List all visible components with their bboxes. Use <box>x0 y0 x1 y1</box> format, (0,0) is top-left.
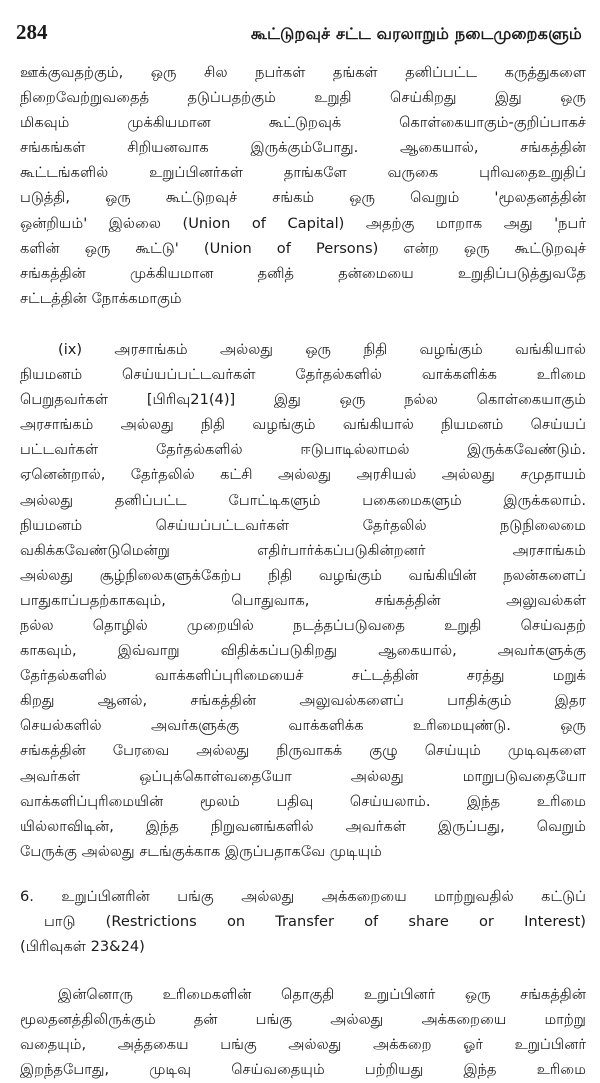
text-line: நியமனம் செய்யப்பட்டவர்கள் தேர்தல்களில் வாக்களிக்க உரிமை <box>20 366 586 384</box>
text-line: சங்கத்தின் முக்கியமான தனித் தன்மையை உறுதிப்படுத்துவதே <box>20 264 586 282</box>
text-line: மூலதனத்திலிருக்கும் தன் பங்கு அல்லது அக்கறையை மாற்று <box>20 1011 586 1029</box>
text-line: சட்டத்தின் நோக்கமாகும் <box>20 289 182 307</box>
paragraph-spacer <box>20 311 586 337</box>
section-6-heading <box>20 884 586 959</box>
text-line: நிறைவேற்றுவதைத் தடுப்பதற்கும் உறுதி செய்கிறது இது ஒரு <box>20 89 586 107</box>
text-line: ஏனென்றால், தேர்தலில் கட்சி அல்லது அரசியல் அல்லது சமுதாயம் <box>20 466 586 484</box>
paragraph-3 <box>20 982 586 1082</box>
text-line: ஊக்குவதற்கும், ஒரு சில நபர்கள் தங்கள் தனிப்பட்ட கருத்துகளை <box>20 64 586 81</box>
section-heading-line: பாடு (Restrictions on Transfer of share or Interest) <box>44 913 586 930</box>
text-line: அல்லது சூழ்நிலைகளுக்கேற்ப நிதி வழங்கும் வங்கியின் நலன்களைப் <box>20 566 586 584</box>
text-line: அரசாங்கம் அல்லது நிதி வழங்கும் வங்கியால் நியமனம் செய்யப் <box>20 416 586 434</box>
text-line: களின் ஒரு கூட்டு' (Union of Persons) என்ற ஒரு கூட்டுறவுச் <box>20 239 586 257</box>
text-line: செயல்களில் அவர்களுக்கு வாக்களிக்க உரிமையுண்டு. ஒரு <box>20 717 586 735</box>
running-title: கூட்டுறவுச் சட்ட வரலாறும் நடைமுறைகளும் <box>250 24 582 43</box>
text-line: பட்டவர்கள் தேர்தல்களில் ஈடுபாடில்லாமல் இருக்கவேண்டும். <box>20 441 586 459</box>
text-line: வதையும், அத்தகைய பங்கு அல்லது அக்கறை ஓர் உறுப்பினர் <box>20 1036 586 1054</box>
body-text <box>20 60 586 1083</box>
text-line: மிகவும் முக்கியமான கூட்டுறவுக் கொள்கையாகும்-குறிப்பாகச் <box>20 114 586 132</box>
text-line: நல்ல தொழில் முறையில் நடத்தப்படுவதை உறுதி செய்வதற் <box>20 616 586 634</box>
text-line: நியமனம் செய்யப்பட்டவர்கள் தேர்தலில் நடுநிலைமை <box>20 516 586 534</box>
paragraph-2 <box>20 337 586 864</box>
text-line: அவர்கள் ஒப்புக்கொள்வதையோ அல்லது மாறுபடுவதையோ <box>20 767 586 785</box>
text-line: படுத்தி, ஒரு கூட்டுறவுச் சங்கம் ஒரு வெறும் 'மூலதனத்தின் <box>20 189 586 207</box>
text-line: சங்கங்கள் சிறியனவாக இருக்கும்போது. ஆகையால், சங்கத்தின் <box>20 139 586 157</box>
text-line: கிறது ஆனல், சங்கத்தின் அலுவல்களைப் பாதிக்கும் இதர <box>20 692 586 710</box>
paragraph-spacer <box>20 959 586 982</box>
text-line: தேர்தல்களில் வாக்களிப்புரிமையைச் சட்டத்தின் சரத்து மறுக் <box>20 667 586 685</box>
text-line: வாக்களிப்புரிமையின் மூலம் பதிவு செய்யலாம். இந்த உரிமை <box>20 792 586 810</box>
text-line: வகிக்கவேண்டுமென்று எதிர்பார்க்கப்படுகின்றனர் அரசாங்கம் <box>20 541 586 559</box>
text-line: இறந்தபோது, முடிவு செய்வதையும் பற்றியது இந்த உரிமை <box>20 1061 586 1079</box>
page-header <box>16 20 582 50</box>
text-line: ஒன்றியம்' இல்லை (Union of Capital) அதற்கு மாறாக அது 'நபர் <box>20 214 586 232</box>
section-heading-line: 6. உறுப்பினரின் பங்கு அல்லது அக்கறையை மாற்றுவதில் கட்டுப் <box>20 887 586 905</box>
text-line: அல்லது தனிப்பட்ட போட்டிகளும் பகைமைகளும் இருக்கலாம். <box>20 491 586 509</box>
page-number: 284 <box>16 20 48 44</box>
text-line: பாதுகாப்பதற்காகவும், பொதுவாக, சங்கத்தின் அலுவல்கள் <box>20 591 586 609</box>
paragraph-1 <box>20 60 586 311</box>
text-line: பெறுதவர்கள் [பிரிவு21(4)] இது ஒரு நல்ல கொள்கையாகும் <box>20 391 586 409</box>
text-line: பேருக்கு அல்லது சடங்குக்காக இருப்பதாகவே முடியும் <box>20 842 382 860</box>
text-line: இன்னொரு உரிமைகளின் தொகுதி உறுப்பினர் ஒரு சங்கத்தின் <box>58 986 586 1004</box>
text-line: கூட்டங்களில் உறுப்பினர்கள் தாங்களே வருகை புரிவதைஉறுதிப் <box>20 164 586 182</box>
text-line: யில்லாவிடின், இந்த நிறுவனங்களில் அவர்கள் இருப்பது, வெறும் <box>20 817 586 835</box>
text-line: (ix) அரசாங்கம் அல்லது ஒரு நிதி வழங்கும் வங்கியால் <box>58 340 586 358</box>
paragraph-spacer <box>20 864 586 884</box>
text-line: காகவும், இவ்வாறு விதிக்கப்படுகிறது ஆகையால், அவர்களுக்கு <box>20 642 586 660</box>
text-line: சங்கத்தின் பேரவை அல்லது நிருவாகக் குழு செய்யும் முடிவுகளை <box>20 742 586 760</box>
section-heading-line: (பிரிவுகள் 23&24) <box>20 938 145 956</box>
